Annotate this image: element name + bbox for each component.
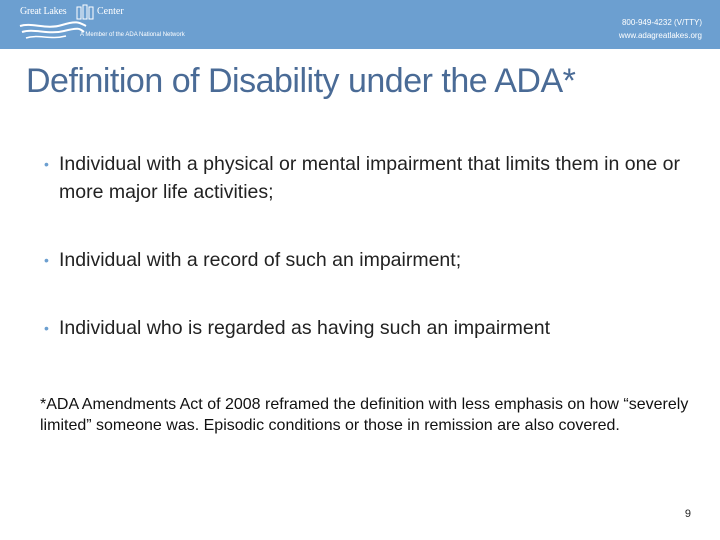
bullet-list — [44, 150, 684, 342]
logo-center: Center — [97, 6, 124, 17]
logo-name: Great Lakes — [20, 6, 67, 17]
footnote: *ADA Amendments Act of 2008 reframed the definition with less emphasis on how “severely limited” someone was. Episodic conditions or those in remission are also covered. — [40, 396, 689, 434]
logo-waves-icon — [18, 20, 88, 42]
contact-info — [619, 16, 702, 42]
bullet-text: Individual with a physical or mental impairment that limits them in one or more major life activities; — [59, 153, 681, 203]
page-number: 9 — [684, 508, 691, 520]
phone-number: 800-949-4232 (V/TTY) — [621, 18, 702, 27]
bullet-text: Individual with a record of such an impairment; — [59, 249, 462, 271]
website-url: www.adagreatlakes.org — [618, 31, 702, 40]
logo-tagline: A Member of the ADA National Network — [80, 32, 185, 38]
bullet-dot-icon: • — [44, 320, 49, 336]
bullet-item — [44, 150, 684, 206]
great-lakes-center-logo — [18, 4, 218, 44]
bullet-item — [44, 314, 684, 342]
bullet-text: Individual who is regarded as having such an impairment — [59, 317, 551, 339]
slide-title: Definition of Disability under the ADA* — [26, 62, 576, 100]
bullet-dot-icon: • — [44, 252, 49, 268]
header-band — [0, 0, 720, 49]
bullet-item — [44, 246, 684, 274]
bullet-dot-icon: • — [44, 156, 49, 172]
logo-building-icon — [75, 4, 97, 20]
